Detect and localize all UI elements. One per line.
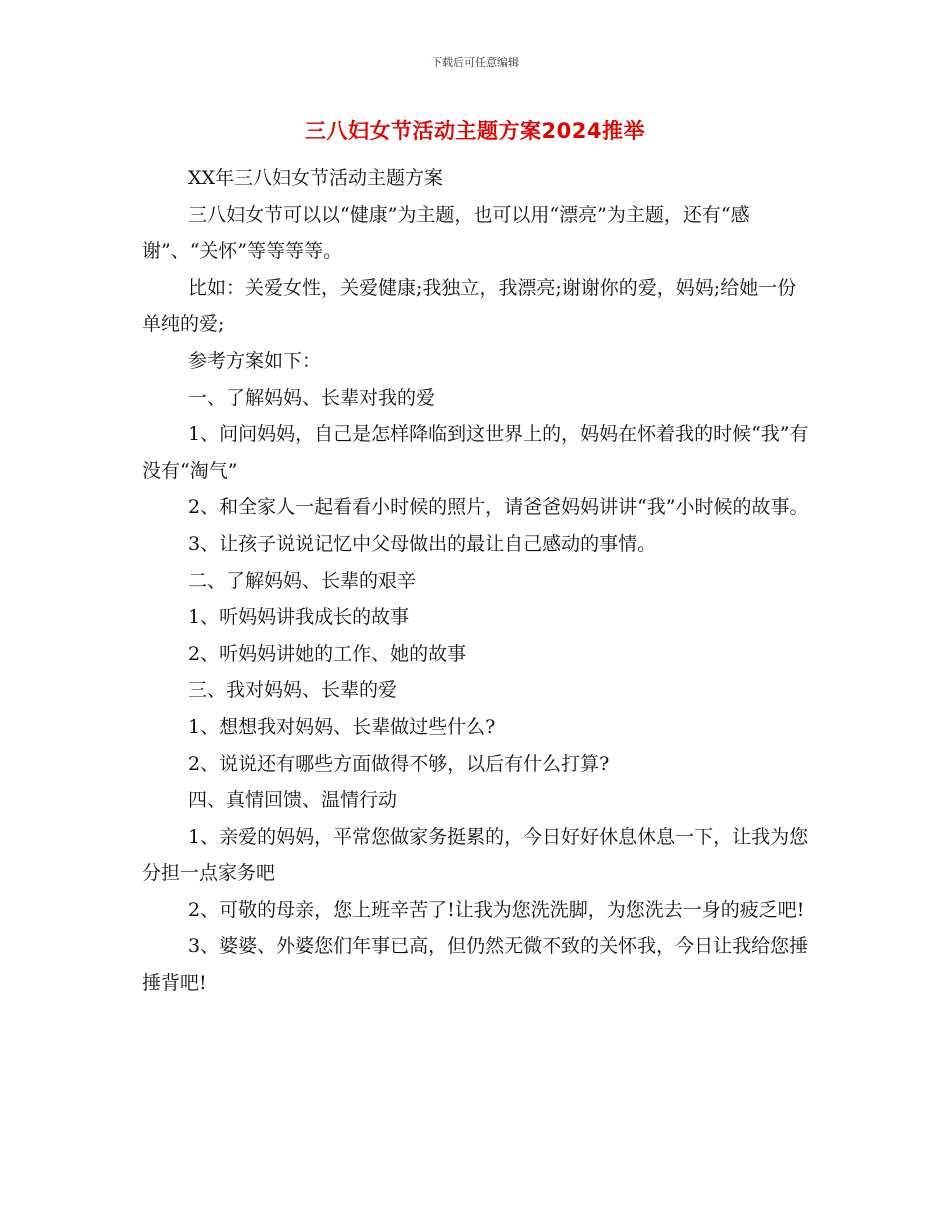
section-heading: 三、我对妈妈、长辈的爱 — [188, 679, 398, 702]
header-note: 下载后可任意编辑 — [431, 56, 519, 69]
paragraph: 比如：关爱女性，关爱健康;我独立，我漂亮;谢谢你的爱，妈妈;给她一份单纯的爱; — [142, 276, 797, 336]
paragraph: 2、和全家人一起看看小时候的照片，请爸爸妈妈讲讲“我”小时候的故事。 — [188, 496, 809, 519]
paragraph: 2、听妈妈讲她的工作、她的故事 — [188, 642, 467, 665]
document-body — [142, 160, 812, 1002]
paragraph: 3、婆婆、外婆您们年事已高，但仍然无微不致的关怀我，今日让我给您捶捶背吧! — [142, 935, 809, 995]
paragraph: 1、亲爱的妈妈，平常您做家务挺累的，今日好好休息休息一下，让我为您分担一点家务吧 — [142, 825, 809, 885]
paragraph: 2、说说还有哪些方面做得不够，以后有什么打算? — [188, 752, 610, 775]
paragraph: 1、问问妈妈，自己是怎样降临到这世界上的，妈妈在怀着我的时候“我”有没有“淘气” — [142, 423, 809, 482]
section-heading: 二、了解妈妈、长辈的艰辛 — [188, 569, 417, 592]
document-title: 三八妇女节活动主题方案2024推举 — [305, 119, 645, 143]
paragraph: 1、想想我对妈妈、长辈做过些什么? — [188, 715, 496, 738]
paragraph: 1、听妈妈讲我成长的故事 — [188, 606, 410, 629]
paragraph: 三八妇女节可以以“健康”为主题，也可以用“漂亮”为主题，还有“感谢”、“关怀”等等等等。 — [142, 203, 750, 263]
paragraph: 2、可敬的母亲，您上班辛苦了!让我为您洗洗脚，为您洗去一身的疲乏吧! — [188, 898, 805, 921]
section-heading: 四、真情回馈、温情行动 — [188, 789, 398, 812]
section-heading: 一、了解妈妈、长辈对我的爱 — [188, 386, 436, 409]
paragraph: 3、让孩子说说记忆中父母做出的最让自己感动的事情。 — [188, 532, 657, 555]
paragraph: XX年三八妇女节活动主题方案 — [188, 167, 444, 189]
paragraph: 参考方案如下： — [188, 349, 322, 372]
